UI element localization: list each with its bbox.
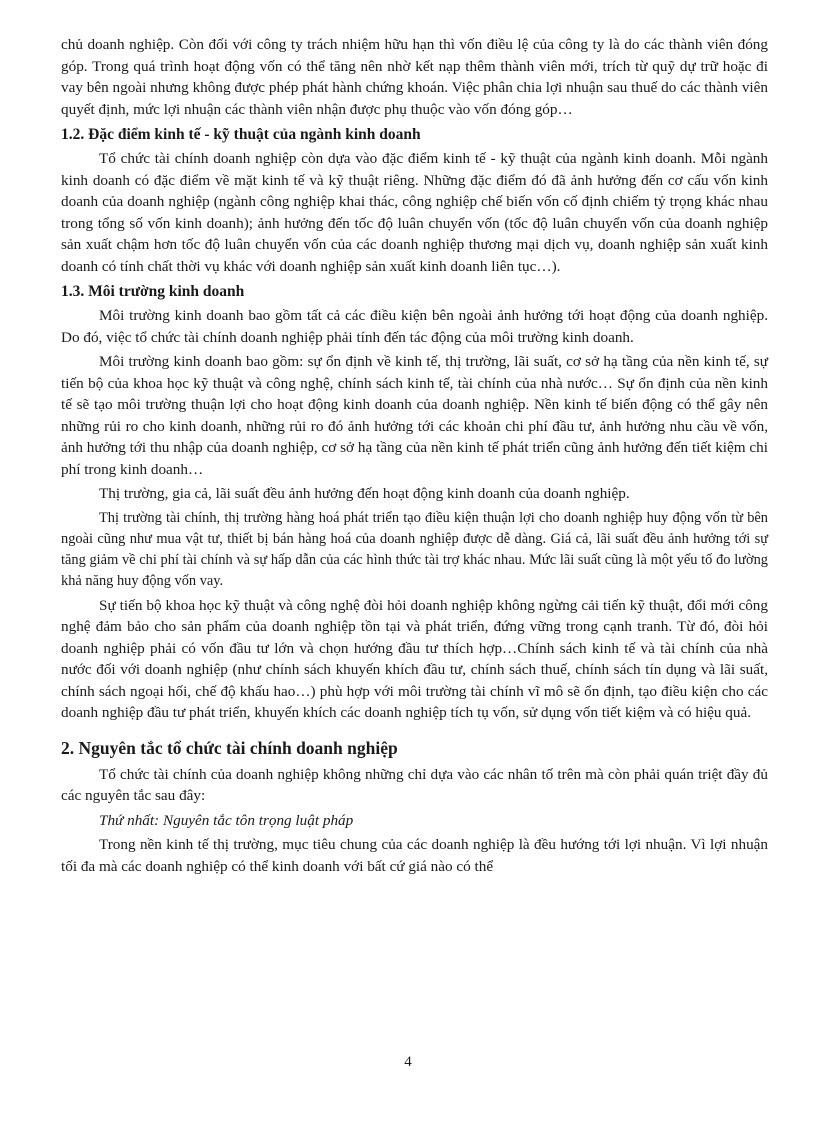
section-heading-1-2: 1.2. Đặc điểm kinh tế - kỹ thuật của ngành kinh doanh xyxy=(61,126,421,143)
paragraph-environment-intro: Môi trường kinh doanh bao gồm tất cả các điều kiện bên ngoài ảnh hưởng tới hoạt động của doanh nghiệp. Do đó, việc tổ chức tài chính doanh nghiệp phải tính đến tác động của môi trường kinh doanh. xyxy=(61,307,768,346)
section-heading-2: 2. Nguyên tắc tổ chức tài chính doanh nghiệp xyxy=(61,737,398,758)
paragraph-technology-policy: Sự tiến bộ khoa học kỹ thuật và công nghệ đòi hỏi doanh nghiệp không ngừng cải tiến kỹ thuật, đổi mới công nghệ đảm bảo cho sản phẩm của doanh nghiệp tồn tại và phát triển, đứng vững trong cạnh tranh. Từ đó, đòi hỏi doanh nghiệp phải có vốn đầu tư lớn và chọn hướng đầu tư thích hợp…Chính sách kinh tế và tài chính của nhà nước đối với doanh nghiệp (như chính sách khuyến khích đầu tư, chính sách thuế, chính sách tín dụng và lãi suất, chính sách ngoại hối, chế độ khấu hao…) phù hợp với môi trường tài chính vĩ mô sẽ ổn định, tạo điều kiện cho các doanh nghiệp đầu tư phát triển, khuyến khích các doanh nghiệp tích tụ vốn, sử dụng vốn tiết kiệm và có hiệu quả. xyxy=(61,596,768,721)
page-number: 4 xyxy=(404,1054,412,1070)
paragraph-market-prices: Thị trường, gia cả, lãi suất đều ảnh hưởng đến hoạt động kinh doanh của doanh nghiệp. xyxy=(99,485,630,502)
paragraph-continuation: chủ doanh nghiệp. Còn đối với công ty trách nhiệm hữu hạn thì vốn điều lệ của công ty là do các thành viên đóng góp. Trong quá trình hoạt động vốn có thể tăng nên nhờ kết nạp thêm thành viên mới, trích từ quỹ dự trữ hoặc đi vay bên ngoài nhưng không được phép phát hành chứng khoán. Việc phân chia lợi nhuận sau thuế do các thành viên quyết định, mức lợi nhuận các thành viên nhận được phụ thuộc vào vốn đóng góp… xyxy=(61,36,768,118)
principle-first-heading: Thứ nhất: Nguyên tắc tôn trọng luật pháp xyxy=(99,811,354,829)
paragraph-environment-components: Môi trường kinh doanh bao gồm: sự ổn định về kinh tế, thị trường, lãi suất, cơ sở hạ tầng của nền kinh tế, sự tiến bộ của khoa học kỹ thuật và công nghệ, chính sách kinh tế, tài chính của nhà nước… Sự ổn định của nền kinh tế sẽ tạo môi trường thuận lợi cho hoạt động kinh doanh của doanh nghiệp. Nền kinh tế biến động có thể gây nên những rủi ro cho kinh doanh, những rủi ro đó ảnh hưởng tới các khoản chi phí đầu tư, ảnh hưởng nhu cầu về vốn, ảnh hưởng tới thu nhập của doanh nghiệp, cơ sở hạ tầng của nền kinh tế phát triển cũng ảnh hưởng đến tiết kiệm chi phí trong kinh doanh… xyxy=(61,353,768,478)
paragraph-economic-technical: Tổ chức tài chính doanh nghiệp còn dựa vào đặc điểm kinh tế - kỹ thuật của ngành kinh doanh. Mỗi ngành kinh doanh có đặc điểm về mặt kinh tế và kỹ thuật riêng. Những đặc điểm đó đã ảnh hưởng đến cơ cấu vốn kinh doanh của doanh nghiệp (ngành công nghiệp khai thác, công nghiệp chế biến vốn cố định chiếm tỷ trọng khác nhau trong tổng số vốn kinh doanh); ảnh hưởng đến tốc độ luân chuyển vốn (tốc độ luân chuyển vốn của doanh nghiệp sản xuất chậm hơn tốc độ luân chuyển vốn của các doanh nghiệp thương mại dịch vụ, doanh nghiệp sản xuất kinh doanh có tính chất thời vụ khác với doanh nghiệp sản xuất kinh doanh liên tục…). xyxy=(61,150,768,275)
paragraph-law-principle: Trong nền kinh tế thị trường, mục tiêu chung của các doanh nghiệp là đều hướng tới lợi nhuận. Vì lợi nhuận tối đa mà các doanh nghiệp có thể kinh doanh với bất cứ giá nào có thể xyxy=(61,836,768,875)
section-heading-1-3: 1.3. Môi trường kinh doanh xyxy=(61,283,245,300)
paragraph-financial-market: Thị trường tài chính, thị trường hàng hoá phát triển tạo điều kiện thuận lợi cho doanh nghiệp huy động vốn từ bên ngoài cũng như mua vật tư, thiết bị bán hàng hoá của doanh nghiệp được dễ dàng. Giá cả, lãi suất đều ảnh hưởng tới sự tăng giảm về chi phí tài chính và sự hấp dẫn của các hình thức tài trợ khác nhau. Mức lãi suất cũng là một yếu tố đo lường khả năng huy động vốn vay. xyxy=(61,509,768,589)
paragraph-principles-intro: Tổ chức tài chính của doanh nghiệp không những chỉ dựa vào các nhân tố trên mà còn phải quán triệt đầy đủ các nguyên tắc sau đây: xyxy=(61,765,768,804)
